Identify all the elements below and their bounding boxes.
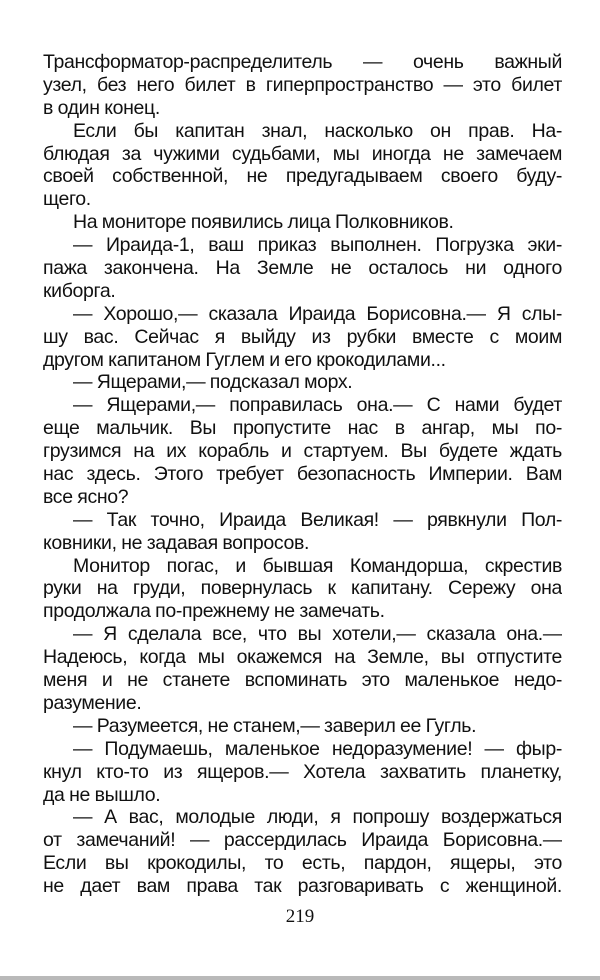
page-number: 219 (285, 906, 315, 927)
text-line: — Я сделала все, что вы хотели,— сказала она.— (73, 623, 562, 646)
text-line: да не вышло. (43, 783, 161, 806)
text-line: — Ящерами,— поправилась она.— С нами будет (73, 394, 562, 417)
text-line: — Ящерами,— подсказал морх. (73, 371, 353, 394)
text-line: Если бы капитан знал, насколько он прав. На- (73, 119, 562, 142)
text-line: шу вас. Сейчас я выйду из рубки вместе с моим (43, 325, 562, 348)
text-line: разумение. (43, 691, 142, 714)
text-line: кнул кто-то из ящеров.— Хотела захватить планетку, (43, 760, 562, 783)
text-line: не дает вам права так разговаривать с женщиной. (43, 875, 562, 898)
text-line: — Хорошо,— сказала Ираида Борисовна.— Я слы- (73, 302, 562, 325)
text-line: — Так точно, Ираида Великая! — рявкнули Пол- (73, 508, 562, 531)
text-line: своей собственной, не предугадываем своего буду- (43, 165, 562, 188)
text-line: щего. (43, 188, 91, 211)
text-line: пажа закончена. На Земле не осталось ни одного (43, 257, 562, 280)
text-line: Надеюсь, когда мы окажемся на Земле, вы отпустите (43, 646, 562, 669)
text-line: руки на груди, повернулась к капитану. Сережу она (43, 577, 562, 600)
text-line: — А вас, молодые люди, я попрошу воздержаться (73, 806, 562, 829)
text-line: ковники, не задавая вопросов. (43, 531, 310, 554)
text-line: На мониторе появились лица Полковников. (73, 211, 454, 234)
text-line: — Ираида-1, ваш приказ выполнен. Погрузка эки- (73, 234, 562, 257)
text-line: Монитор погас, и бывшая Командорша, скрестив (73, 554, 562, 577)
text-line: блюдая за чужими судьбами, мы иногда не замечаем (43, 142, 562, 165)
text-line: киборга. (43, 279, 116, 302)
text-line: Если вы крокодилы, то есть, пардон, ящеры, это (43, 852, 562, 875)
text-line: еще мальчик. Вы пропустите нас в ангар, мы по- (43, 417, 562, 440)
text-line: в один конец. (43, 96, 160, 119)
text-line: грузимся на их корабль и стартуем. Вы будете ждать (43, 440, 562, 463)
text-line: другом капитаном Гуглем и его крокодилами... (43, 348, 446, 371)
bottom-border (0, 976, 600, 980)
text-line: — Разумеется, не станем,— заверил ее Гугль. (73, 714, 477, 737)
text-line: все ясно? (43, 485, 129, 508)
page-body-text (43, 51, 562, 898)
text-line: Трансформатор-распределитель — очень важный (43, 51, 562, 73)
text-line: узел, без него билет в гиперпространство — это билет (43, 73, 562, 96)
text-line: — Подумаешь, маленькое недоразумение! — фыр- (73, 737, 562, 760)
text-line: от замечаний! — рассердилась Ираида Борисовна.— (43, 829, 562, 852)
text-line: нас здесь. Этого требует безопасность Империи. Вам (43, 463, 562, 486)
text-line: продолжала по-прежнему не замечать. (43, 600, 385, 623)
text-line: меня и не станете вспоминать это маленькое недо- (43, 669, 562, 692)
